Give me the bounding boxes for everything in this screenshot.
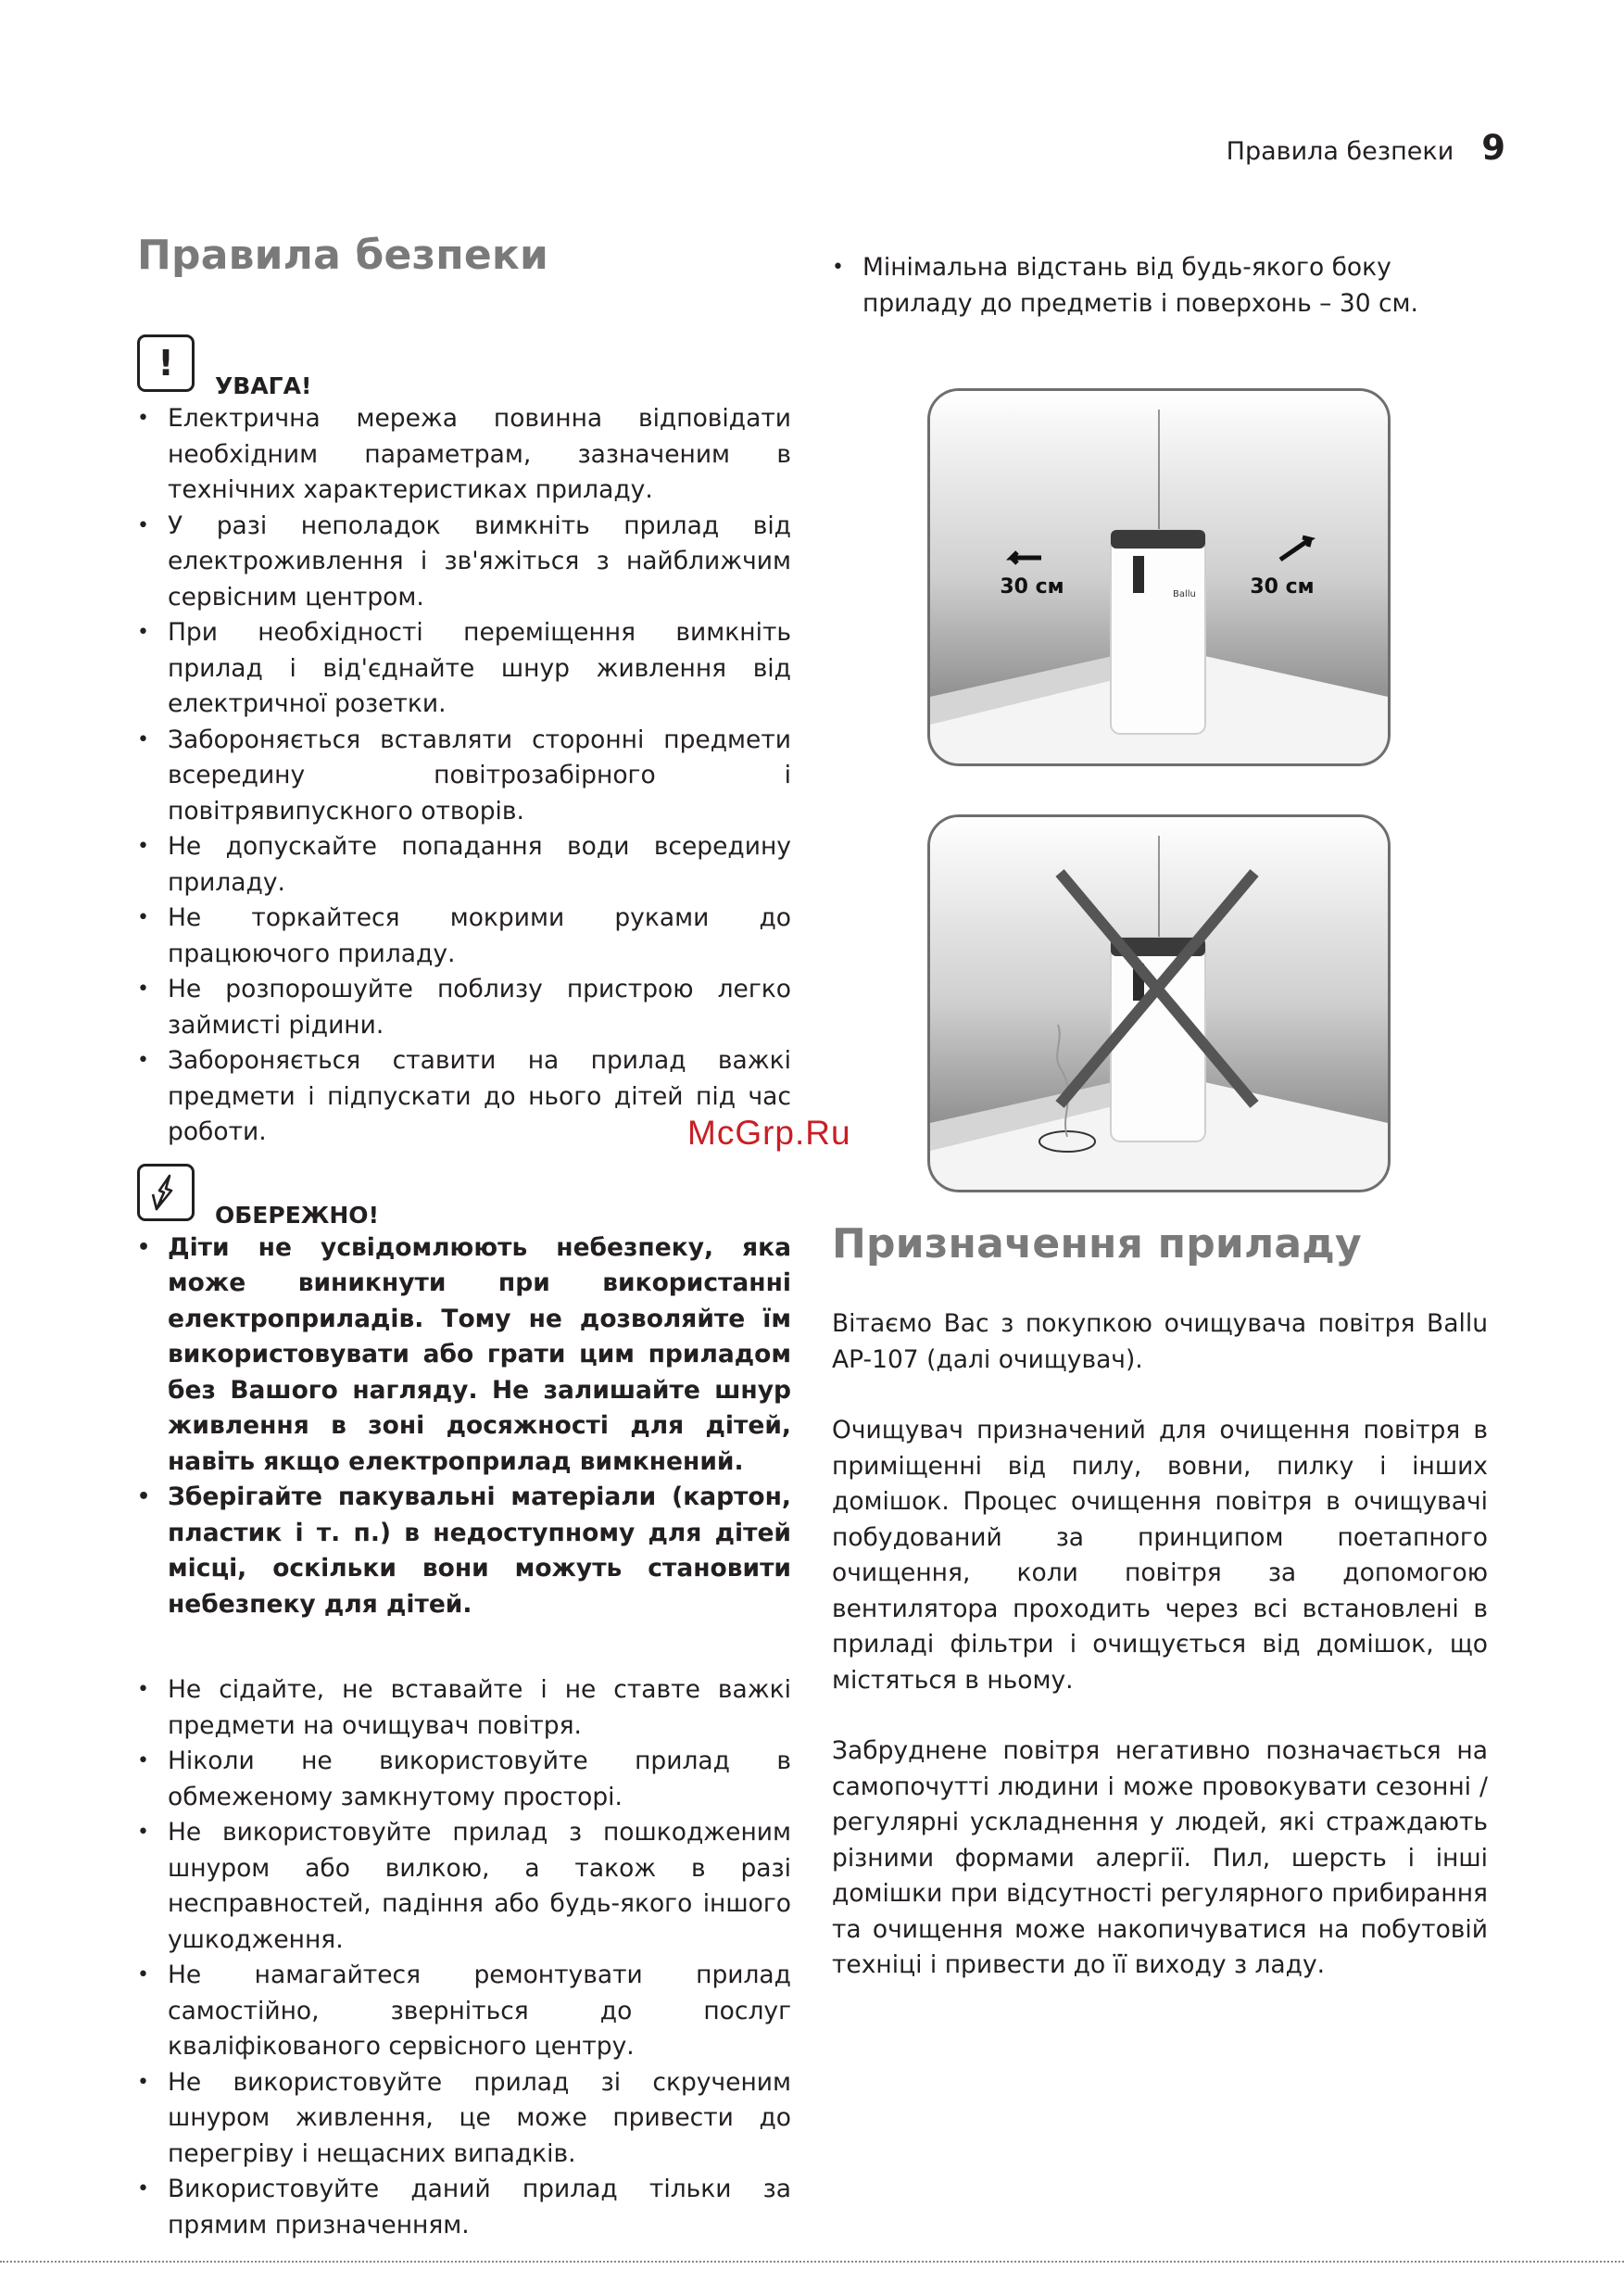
warning-list [137, 401, 791, 1151]
caution-bold-item: • Діти не усвідомлюють небезпеку, яка може виникнути при використанні електроприладів. Тому не дозволяйте їм використовувати або грати цим приладом без Вашого нагляду. Не залишайте шнур живлення в зоні досяжності для дітей, навіть якщо електроприлад вимкнений. [137, 1230, 791, 1481]
caution-item: • Не використовуйте прилад зі скрученим шнуром живлення, це може привести до перегріву і нещасних випадків. [137, 2065, 791, 2173]
warning-item: • При необхідності переміщення вимкніть прилад і від'єднайте шнур живлення від електричної розетки. [137, 615, 791, 723]
page-number: 9 [1481, 128, 1505, 168]
clearance-list [832, 250, 1488, 322]
right-distance-label: 30 см [1250, 575, 1315, 599]
caution-item: • Ніколи не використовуйте прилад в обмеженому замкнутому просторі. [137, 1744, 791, 1815]
purifier-device [1111, 530, 1205, 734]
clearance-item: • Мінімальна відстань від будь-якого боку приладу до предметів і поверхонь – 30 см. [832, 250, 1488, 322]
left-distance-label: 30 см [1000, 575, 1064, 599]
warning-item: • Не розпорошуйте поблизу пристрою легко займисті рідини. [137, 972, 791, 1043]
warning-item: • Не торкайтеся мокрими руками до працюючого приладу. [137, 901, 791, 972]
warning-title: УВАГА! [215, 372, 312, 399]
clearance-figure [927, 388, 1391, 766]
purpose-paragraph: Забруднене повітря негативно позначається на самопочутті людини і може провокувати сезонні /регулярні ускладнення у людей, які страждають різними формами алергії. Пил, шерсть і інші домішки при відсутності регулярного прибирання та очищення може накопичуватися на побутовій техніці і привести до її виходу з ладу. [832, 1736, 1488, 1979]
device-brand-label: Ballu [1173, 589, 1196, 599]
page-header [1227, 128, 1505, 168]
caution-heading [137, 1164, 791, 1229]
caution-list [137, 1672, 791, 2243]
warning-item: • Забороняється ставити на прилад важкі предмети і підпускати до нього дітей під час роботи. [137, 1043, 791, 1151]
bottom-rule [0, 2261, 1624, 2263]
warning-item: • Забороняється вставляти сторонні предмети всередину повітрозабірного і повітрявипускного отворів. [137, 723, 791, 830]
caution-bold-item: • Зберігайте пакувальні матеріали (картон, пластик і т. п.) в недоступному для дітей місці, оскільки вони можуть становити небезпеку для дітей. [137, 1480, 791, 1622]
lightning-icon [137, 1164, 195, 1221]
header-title: Правила безпеки [1226, 137, 1454, 166]
safety-rules-title: Правила безпеки [137, 232, 548, 279]
exclamation-icon: ! [137, 334, 195, 392]
purpose-paragraph: Очищувач призначений для очищення повітря в приміщенні від пилу, вовни, пилку і інших домішок. Процес очищення повітря в очищувачі побудований за принципом поетапного очищення, коли повітря за допомогою вентилятора проходить через всі встановлені в приладі фільтри і очищується від домішок, що містяться в ньому. [832, 1416, 1488, 1695]
warning-heading [137, 334, 791, 399]
purpose-paragraph: Вітаємо Вас з покупкою очищувача повітря Ballu AP-107 (далі очищувач). [832, 1309, 1488, 1374]
warning-item: • У разі неполадок вимкніть прилад від електроживлення і зв'яжіться з найближчим сервісним центром. [137, 509, 791, 616]
caution-item: • Не сідайте, не вставайте і не ставте важкі предмети на очищувач повітря. [137, 1672, 791, 1744]
caution-item: • Використовуйте даний прилад тільки за прямим призначенням. [137, 2172, 791, 2243]
caution-title: ОБЕРЕЖНО! [215, 1201, 379, 1229]
warning-item: • Електрична мережа повинна відповідати необхідним параметрам, зазначеним в технічних характеристиках приладу. [137, 401, 791, 509]
caution-bold-list [137, 1230, 791, 1623]
purpose-paragraphs [832, 1306, 1488, 1984]
prohibited-figure [927, 814, 1391, 1192]
left-column [137, 232, 791, 2243]
watermark: McGrp.Ru [687, 1114, 851, 1152]
purpose-title: Призначення приладу [832, 1220, 1362, 1267]
caution-item: • Не використовуйте прилад з пошкодженим шнуром або вилкою, а також в разі несправностей, падіння або будь-якого іншого ушкодження. [137, 1815, 791, 1958]
caution-item: • Не намагайтеся ремонтувати прилад самостійно, зверніться до послуг кваліфікованого сервісного центру. [137, 1958, 791, 2065]
warning-item: • Не допускайте попадання води всередину приладу. [137, 829, 791, 901]
right-column [832, 250, 1488, 1984]
